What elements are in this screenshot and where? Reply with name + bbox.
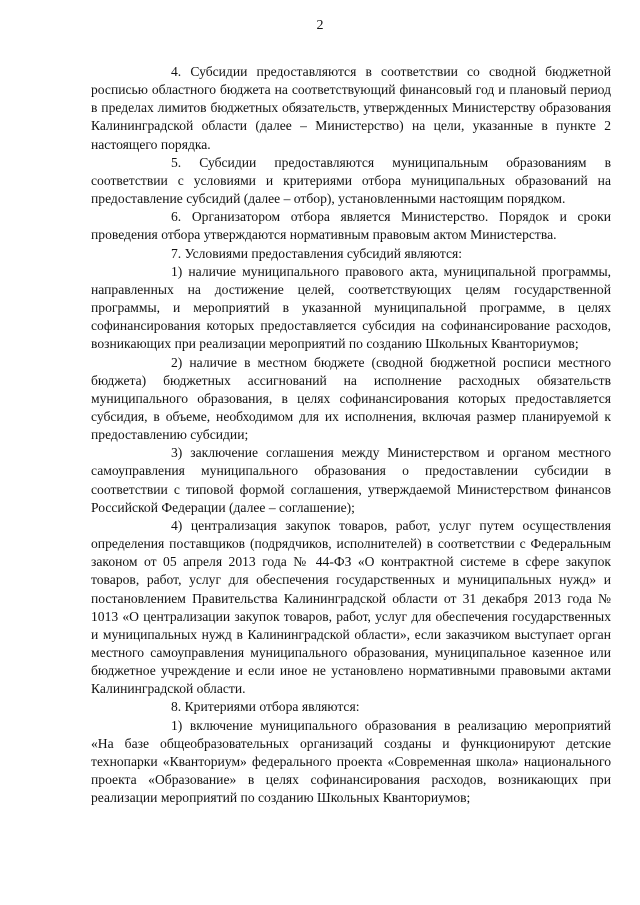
paragraph-text: Критериями отбора являются: <box>184 699 360 715</box>
paragraph-number: 7. <box>171 245 182 261</box>
paragraph-text: Субсидии предоставляются муниципальным образованиям в соответствии с условиями и критериями отбора муниципальных образований на предоставление субсидий (далее – отбор), установленными настоящим порядком. <box>91 154 611 207</box>
paragraph-number: 5. <box>171 154 182 170</box>
subparagraph-text: централизация закупок товаров, работ, услуг путем осуществления определения поставщиков (подрядчиков, исполнителей) в соответствии с Федеральным законом от 05 апреля 2013 года № 44-ФЗ «О контрактной системе в сфере закупок товаров, работ, услуг для обеспечения государственных и муниципальных нужд» и постановлением Правительства Калининградской области от 31 декабря 2013 года № 1013 «О централизации закупок товаров, работ, услуг для обеспечения государственных и муниципальных нужд в Калининградской области», если заказчиком выступает орган местного самоуправления муниципального образования, муниципальное казенное или бюджетное учреждение и если иное не установлено нормативными правовыми актами Калининградской области. <box>91 517 611 697</box>
subparagraph-number: 3) <box>171 445 183 461</box>
page-number: 2 <box>316 18 324 33</box>
subparagraph-text: наличие в местном бюджете (сводной бюджетной росписи местного бюджета) бюджетных ассигнований на исполнение расходных обязательств муниципального образования, в целях софинансирования которых предоставляется субсидия, в объеме, необходимом для их исполнения, включая размер планируемой к предоставлению субсидии; <box>91 354 611 443</box>
subparagraph-text: наличие муниципального правового акта, муниципальной программы, направленных на достижение целей, соответствующих целям государственной программы, и мероприятий в указанной муниципальной программе, в целях софинансирования которых предоставляется субсидия на софинансирование расходов, возникающих при реализации мероприятий по созданию Школьных Кванториумов; <box>91 263 611 352</box>
paragraph-item-5 <box>91 154 611 208</box>
paragraph-number: 8. <box>171 699 182 715</box>
subparagraph-number: 4) <box>171 517 183 533</box>
paragraph-text: Субсидии предоставляются в соответствии со сводной бюджетной росписью областного бюджета на соответствующий финансовый год и плановый период в пределах лимитов бюджетных обязательств, утвержденных Министерству образования Калининградской области (далее – Министерство) на цели, указанные в пункте 2 настоящего порядка. <box>91 64 611 152</box>
subparagraph-number: 2) <box>171 354 183 370</box>
paragraph-item-6 <box>91 208 611 244</box>
subparagraph-text: заключение соглашения между Министерством и органом местного самоуправления муниципального образования о предоставлении субсидии в соответствии с типовой формой соглашения, утверждаемой Министерством финансов Российской Федерации (далее – соглашение); <box>91 445 611 515</box>
paragraph-item-4 <box>91 63 611 154</box>
subparagraph-number: 1) <box>171 263 183 279</box>
subparagraph-number: 1) <box>171 717 183 733</box>
paragraph-number: 4. <box>171 64 182 79</box>
paragraph-text: Организатором отбора является Министерство. Порядок и сроки проведения отбора утверждаются нормативным правовым актом Министерства. <box>91 209 611 243</box>
subparagraph-item-7-2 <box>91 354 611 445</box>
paragraph-number: 6. <box>171 209 182 225</box>
subparagraph-item-8-1 <box>91 717 611 808</box>
document-body <box>91 63 611 807</box>
subparagraph-item-7-4 <box>91 517 611 699</box>
paragraph-item-8 <box>91 698 611 716</box>
paragraph-text: Условиями предоставления субсидий являются: <box>184 245 463 261</box>
subparagraph-text: включение муниципального образования в реализацию мероприятий «На базе общеобразовательных организаций созданы и функционируют детские технопарки «Кванториум» федерального проекта «Современная школа» национального проекта «Образование» в целях софинансирования расходов, возникающих при реализации мероприятий по созданию Школьных Кванториумов; <box>91 717 611 806</box>
paragraph-item-7 <box>91 245 611 263</box>
subparagraph-item-7-3 <box>91 444 611 517</box>
subparagraph-item-7-1 <box>91 263 611 354</box>
